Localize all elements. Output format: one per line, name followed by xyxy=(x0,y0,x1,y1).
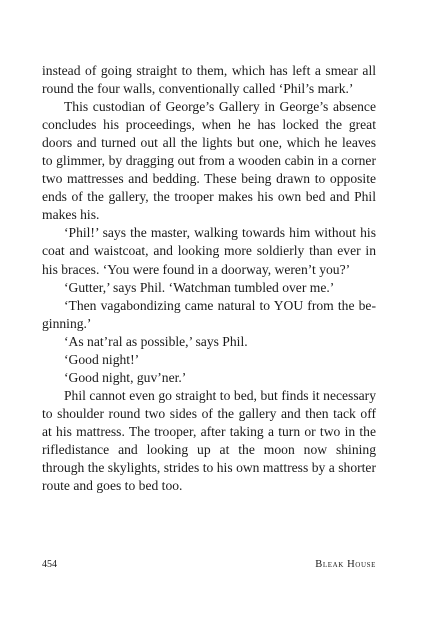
body-text xyxy=(42,62,376,495)
paragraph-good-night-guvner: ‘Good night, guv’ner.’ xyxy=(64,369,187,385)
page-footer xyxy=(42,557,376,573)
paragraph-good-night: ‘Good night!’ xyxy=(64,351,140,367)
paragraph-vagabondizing: ‘Then vagabondizing came natural to YOU from the beginning.’ xyxy=(42,297,376,331)
paragraph-continuation: instead of going straight to them, which has left a smear all round the four walls, conventionally called ‘Phil’s mark.’ xyxy=(42,63,376,97)
paragraph-gutter: ‘Gutter,’ says Phil. ‘Watchman tumbled over me.’ xyxy=(64,279,335,295)
paragraph-phil-question: ‘Phil!’ says the master, walking towards him without his coat and waistcoat, and looking more soldierly than ever in his braces. ‘You were found in a doorway, weren’t you?’ xyxy=(42,225,376,277)
paragraph-bedtime: Phil cannot even go straight to bed, but finds it necessary to shoulder round two sides of the gallery and then tack off at his mattress. The trooper, after taking a turn or two in the rifledistance and looking up at the moon now shining through the skylights, strides to his own mattress by a shorter route and goes to bed too. xyxy=(42,387,376,494)
paragraph-custodian: This custodian of George’s Gallery in George’s absence concludes his proceedings, when he has locked the great doors and turned out all the lights but one, which he leaves to glimmer, by dragging out from a wooden cabin in a corner two mattresses and bedding. These being drawn to opposite ends of the gallery, the trooper makes his own bed and Phil makes his. xyxy=(42,99,376,223)
paragraph-natural: ‘As nat’ral as possible,’ says Phil. xyxy=(64,333,248,349)
running-title: Bleak House xyxy=(315,559,376,570)
page-number: 454 xyxy=(42,559,57,570)
